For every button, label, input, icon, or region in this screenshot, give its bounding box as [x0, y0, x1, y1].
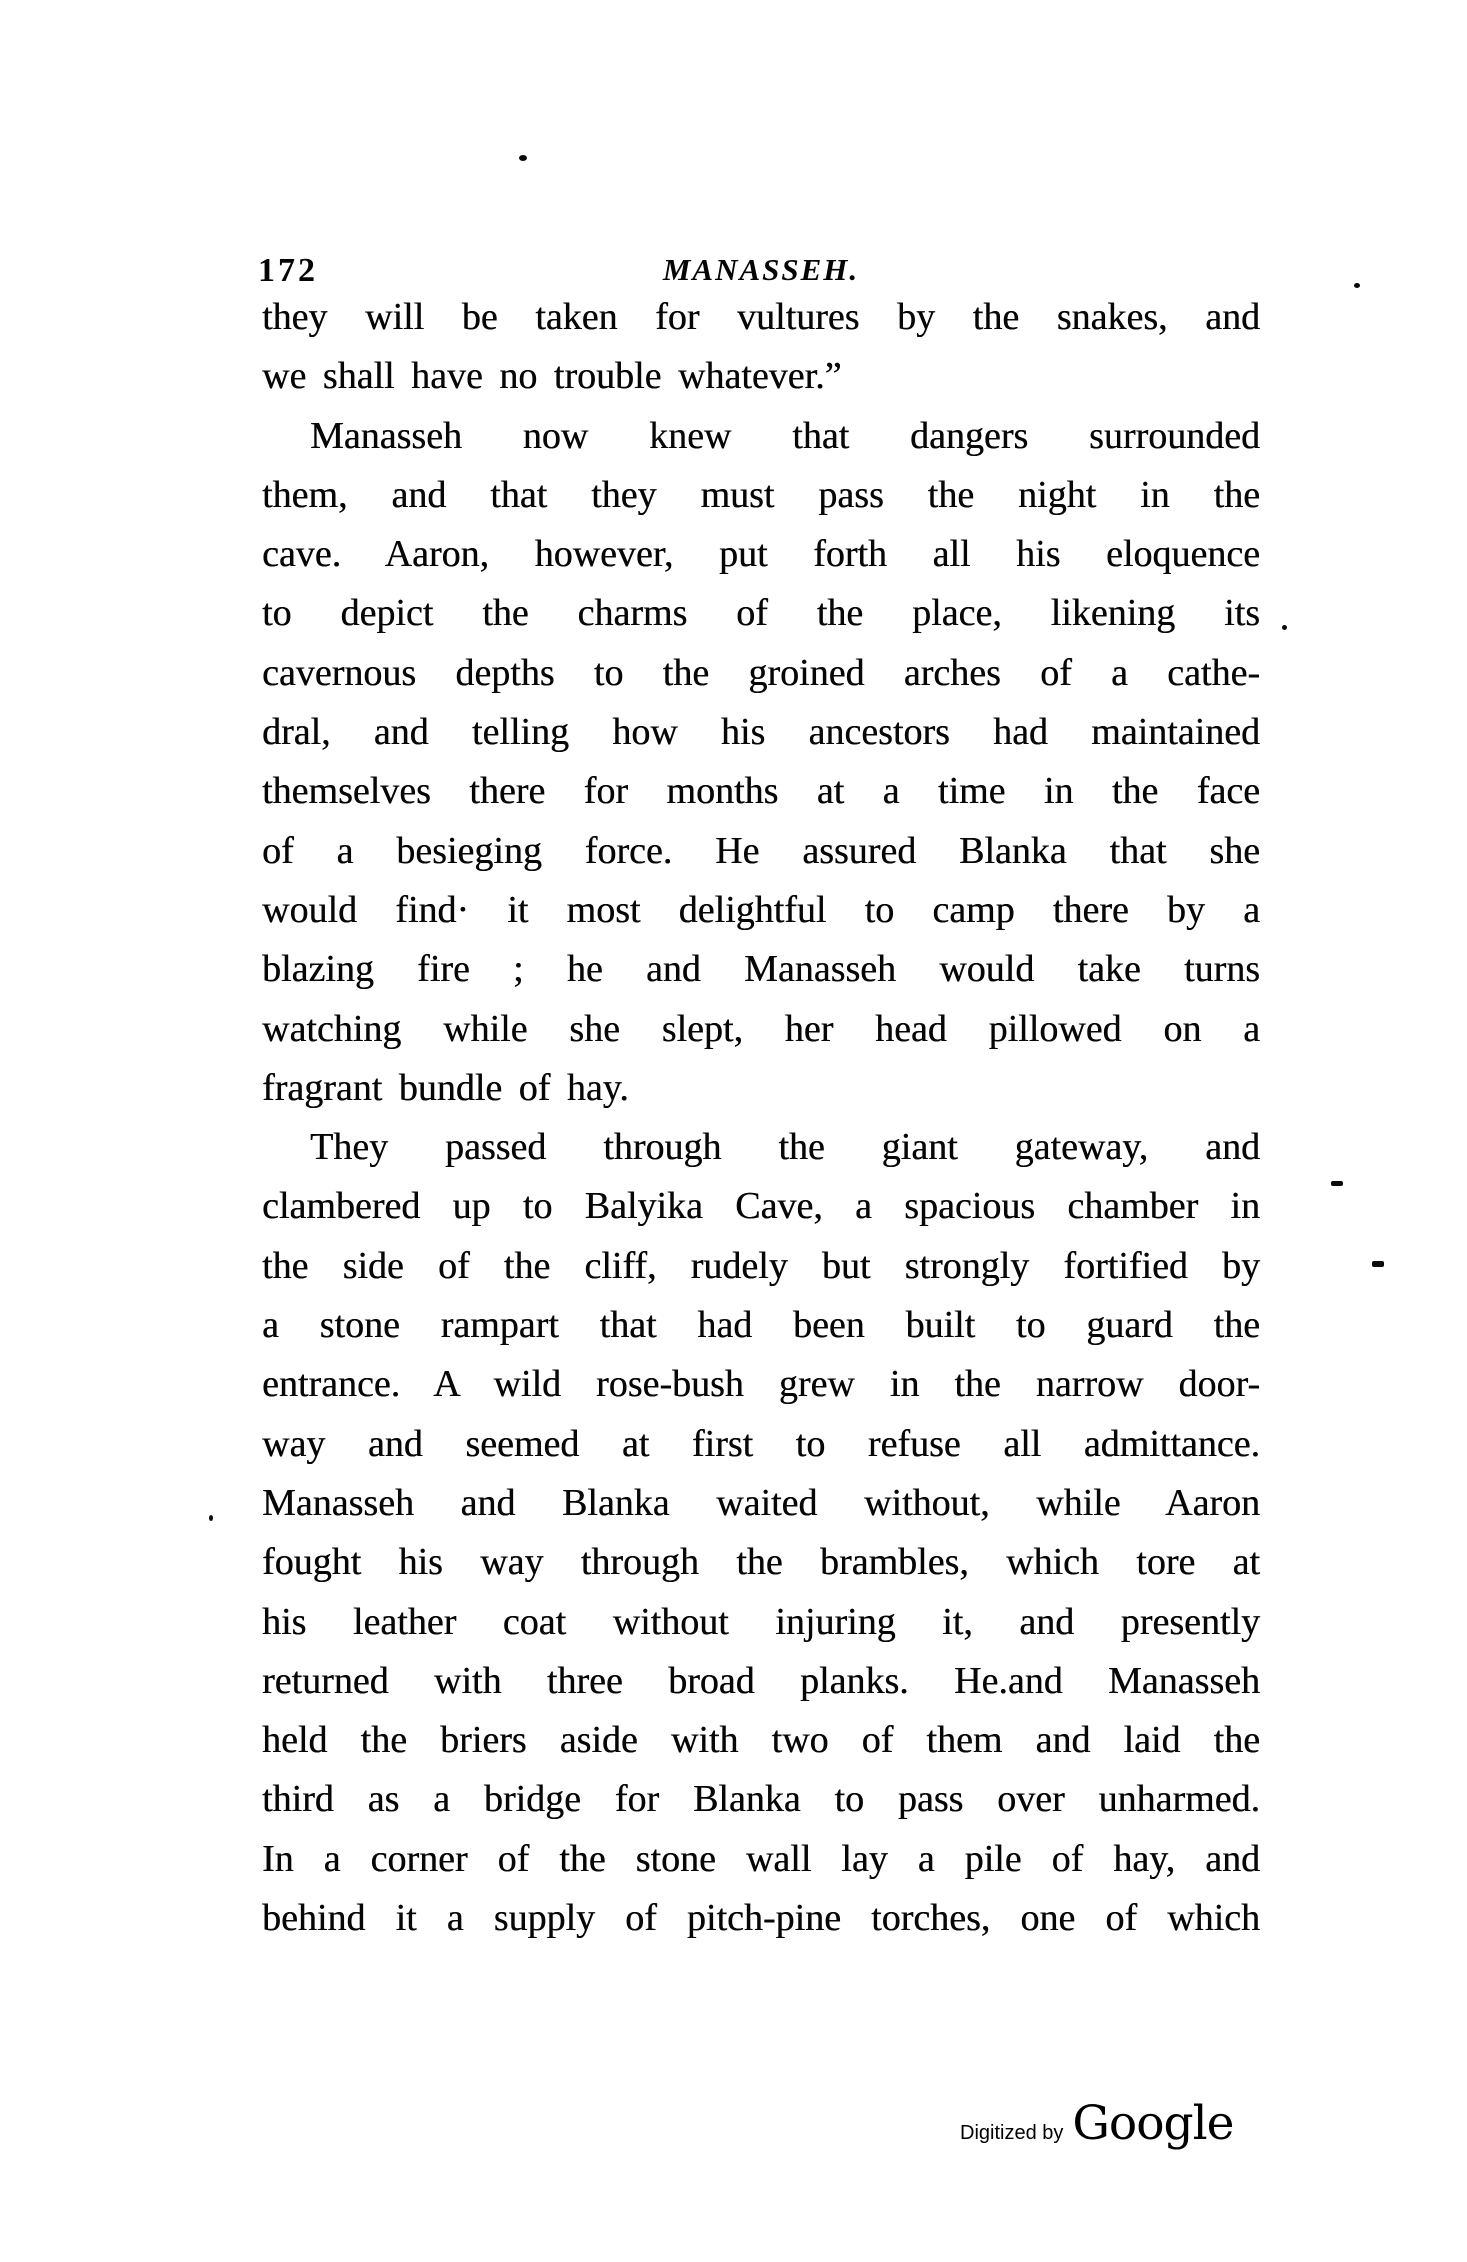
text-line: In a corner of the stone wall lay a pile of hay, and	[262, 1837, 1260, 1880]
text-line: clambered up to Balyika Cave, a spacious chamber in	[262, 1185, 1260, 1228]
text-line: cavernous depths to the groined arches of a cathe-	[262, 651, 1260, 694]
digitized-by-watermark	[960, 2096, 1233, 2151]
text-line: They passed through the giant gateway, and	[310, 1126, 1260, 1169]
text-line: third as a bridge for Blanka to pass over unharmed.	[262, 1778, 1260, 1821]
text-line: a stone rampart that had been built to guard the	[262, 1304, 1260, 1347]
text-line: to depict the charms of the place, likening its	[262, 592, 1260, 635]
text-line: his leather coat without injuring it, and presently	[262, 1600, 1260, 1643]
text-line: Manasseh now knew that dangers surrounded	[310, 414, 1260, 457]
text-line: the side of the cliff, rudely but strongly fortified by	[262, 1244, 1260, 1287]
text-line: they will be taken for vultures by the snakes, and	[262, 296, 1260, 338]
page-number: 172	[258, 252, 318, 289]
ink-speck	[209, 1515, 213, 1521]
text-line: would find· it most delightful to camp there by a	[262, 888, 1260, 931]
ink-speck	[1372, 1261, 1384, 1267]
running-title: MANASSEH.	[662, 252, 860, 287]
ink-speck	[1331, 1181, 1343, 1186]
text-line: we shall have no trouble whatever.”	[262, 355, 842, 398]
text-line: cave. Aaron, however, put forth all his eloquence	[262, 533, 1260, 576]
text-line: way and seemed at first to refuse all admittance.	[262, 1422, 1260, 1465]
text-line: watching while she slept, her head pillowed on a	[262, 1007, 1260, 1050]
text-line: fought his way through the brambles, which tore at	[262, 1541, 1260, 1584]
digitized-by-label: Digitized by	[960, 2122, 1064, 2144]
text-line: behind it a supply of pitch-pine torches, one of which	[262, 1897, 1260, 1940]
text-line: dral, and telling how his ancestors had maintained	[262, 711, 1260, 754]
ink-speck	[519, 155, 527, 161]
text-line: them, and that they must pass the night in the	[262, 473, 1260, 516]
text-line: themselves there for months at a time in the face	[262, 770, 1260, 813]
text-line: of a besieging force. He assured Blanka that she	[262, 829, 1260, 872]
ink-speck	[1282, 625, 1287, 630]
text-line: Manasseh and Blanka waited without, while Aaron	[262, 1481, 1260, 1524]
text-line: held the briers aside with two of them and laid the	[262, 1719, 1260, 1762]
text-line: entrance. A wild rose-bush grew in the narrow door-	[262, 1363, 1260, 1406]
google-logo: Google	[1072, 2096, 1234, 2151]
text-line: fragrant bundle of hay.	[262, 1066, 629, 1109]
body-text	[262, 288, 1260, 1948]
text-line: returned with three broad planks. He.and Manasseh	[262, 1659, 1260, 1702]
text-line: blazing fire ; he and Manasseh would take turns	[262, 948, 1260, 991]
ink-speck	[1354, 283, 1360, 288]
